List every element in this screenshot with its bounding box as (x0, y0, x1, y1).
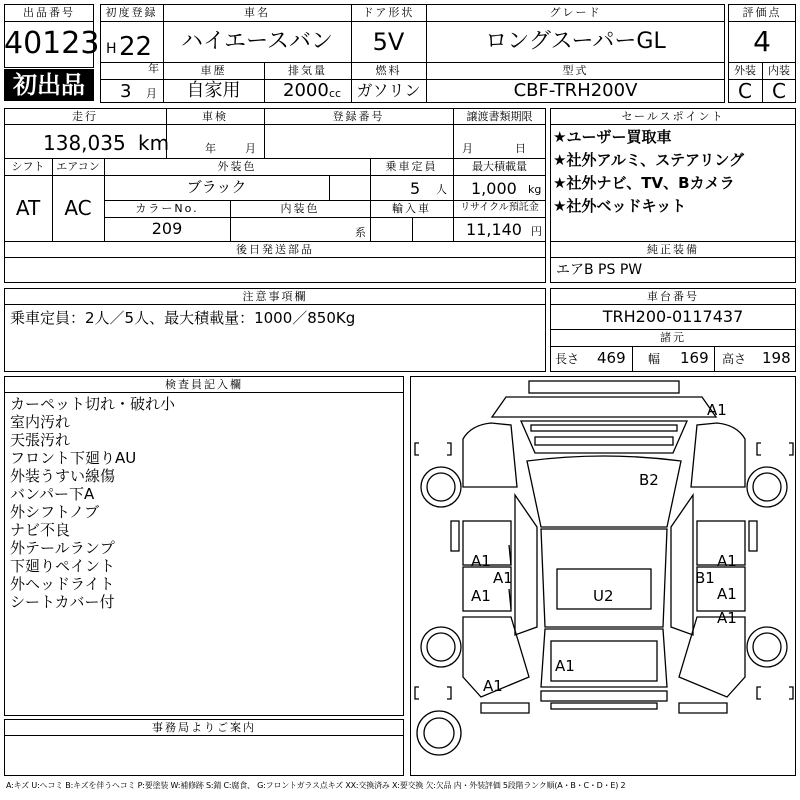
fuel: ガソリン (356, 81, 421, 100)
sales-point-item: ★ユーザー買取車 (553, 128, 672, 146)
length: 469 (597, 349, 626, 367)
model-code: CBF-TRH200V (513, 80, 638, 101)
first-registration-label: 初度登録 (105, 6, 158, 19)
model-code-label: 型式 (562, 64, 589, 77)
exterior-color-label: 外装色 (217, 160, 257, 173)
notes-text: 乗車定員：2人／5人、最大積載量：1000／850Kg (10, 309, 356, 327)
chassis-label: 車台番号 (647, 290, 699, 303)
damage-mark: A1 (555, 657, 575, 675)
history-label: 車歴 (200, 64, 227, 77)
inspector-line: カーペット切れ・破れ小 (10, 395, 176, 413)
damage-mark: A1 (717, 552, 737, 570)
inspector-line: 外ヘッドライト (10, 575, 115, 593)
exterior-grade: C (738, 79, 752, 103)
displacement: 2000 (283, 80, 329, 101)
grade-label: グレード (549, 6, 602, 19)
aircon-label: エアコン (56, 160, 100, 173)
transfer-month-unit: 月 (462, 142, 473, 155)
inspector-line: 外装うすい線傷 (10, 467, 116, 485)
fuel-label: 燃料 (375, 64, 402, 77)
lot-number: 40123 (4, 26, 100, 61)
dimensions-label: 諸元 (660, 331, 686, 344)
transfer-day-unit: 日 (515, 142, 526, 155)
damage-mark: A1 (483, 677, 503, 695)
sales-points-label: セールスポイント (621, 110, 725, 123)
equipment-label: 純正装備 (647, 243, 699, 256)
car-outline (411, 377, 797, 777)
inspection-year-unit: 年 (205, 142, 216, 155)
damage-mark: U2 (593, 587, 614, 605)
first-listing-badge: 初出品 (4, 69, 94, 101)
sales-point-item: ★社外ナビ、TV、Bカメラ (553, 174, 735, 192)
width-label: 幅 (648, 352, 661, 366)
notes-label: 注意事項欄 (242, 290, 308, 303)
width: 169 (680, 349, 709, 367)
exterior-label: 外装 (734, 64, 756, 77)
inspector-line: 外テールランプ (10, 539, 115, 557)
mileage: 138,035 (43, 131, 126, 155)
damage-mark: A1 (717, 585, 737, 603)
inspector-lines (10, 395, 175, 611)
inspector-line: ナビ不良 (10, 521, 71, 539)
capacity-label: 乗車定員 (385, 160, 438, 173)
registration-number-label: 登録番号 (332, 110, 385, 123)
displacement-unit: cc (329, 87, 342, 100)
inspector-line: 天張汚れ (10, 431, 71, 449)
exterior-color: ブラック (186, 178, 247, 196)
score-label: 評価点 (742, 6, 782, 19)
interior-grade: C (772, 79, 786, 103)
height-label: 高さ (722, 352, 747, 366)
door-type-label: ドア形状 (362, 6, 415, 19)
length-label: 長さ (555, 352, 580, 366)
displacement-label: 排気量 (288, 64, 327, 77)
sales-point-item: ★社外アルミ、ステアリング (553, 151, 745, 169)
inspector-label: 検査員記入欄 (165, 378, 243, 391)
interior-color-label: 内装色 (280, 202, 320, 215)
inspection-month-unit: 月 (245, 142, 256, 155)
legend-text: A:キズ U:ヘコミ B:キズを伴うヘコミ P:要塗装 W:補修跡 S:錆 C:腐食、 G:フロントガラス点キズ XX:交換済み X:要交換 欠:欠品 内・外装評価 5段階ランク順(A・B・C・D・E) 2 (6, 781, 626, 790)
lot-number-label: 出品番号 (23, 6, 75, 19)
interior-label: 内装 (768, 64, 790, 77)
capacity: 5 (410, 179, 421, 198)
registration-year: 22 (119, 32, 153, 62)
height: 198 (762, 349, 791, 367)
era-code: H (106, 41, 117, 57)
shift-label: シフト (11, 160, 45, 173)
office-notice-label: 事務局よりご案内 (152, 721, 256, 734)
damage-mark: B2 (639, 471, 659, 489)
damage-mark: A1 (493, 569, 513, 587)
inspector-line: 外シフトノブ (10, 503, 100, 521)
mileage-label: 走行 (72, 110, 98, 123)
damage-mark: B1 (695, 569, 715, 587)
damage-mark: A1 (471, 552, 491, 570)
chassis-number: TRH200-0117437 (602, 307, 744, 326)
max-load: 1,000 (471, 179, 517, 198)
history: 自家用 (186, 80, 241, 101)
inspector-line: 下廻りペイント (10, 557, 116, 575)
color-number: 209 (151, 219, 183, 238)
mileage-unit: km (138, 131, 170, 155)
car-name: ハイエースバン (180, 29, 334, 54)
inspector-line: バンパー下A (10, 485, 95, 503)
aircon: AC (64, 196, 92, 220)
shift: AT (15, 196, 41, 220)
color-number-label: カラーNo. (135, 202, 199, 215)
registration-month: 3 (120, 81, 132, 102)
door-type: 5V (372, 28, 405, 56)
year-unit: 年 (148, 62, 159, 75)
equipment-value: エアB PS PW (556, 262, 643, 278)
grade: ロングスーパーGL (485, 29, 666, 54)
sales-point-item: ★社外ベッドキット (553, 197, 687, 215)
damage-mark: A1 (471, 587, 491, 605)
capacity-unit: 人 (436, 183, 447, 196)
inspector-line: フロント下廻りAU (10, 449, 137, 467)
transfer-deadline-label: 譲渡書類期限 (466, 110, 533, 123)
damage-diagram (410, 376, 796, 776)
score: 4 (753, 25, 771, 58)
car-name-label: 車名 (244, 6, 270, 19)
recycle-fee-unit: 円 (531, 225, 542, 238)
later-parts-label: 後日発送部品 (236, 243, 314, 256)
recycle-fee-label: リサイクル預託金 (460, 202, 539, 213)
recycle-fee: 11,140 (466, 220, 522, 239)
interior-color-unit: 系 (355, 226, 366, 239)
max-load-label: 最大積載量 (472, 160, 527, 173)
import-label: 輸入車 (392, 202, 431, 215)
inspection-label: 車検 (202, 110, 228, 123)
damage-mark: A1 (707, 401, 727, 419)
max-load-unit: kg (528, 183, 542, 196)
inspector-line: シートカバー付 (10, 593, 115, 611)
inspector-line: 室内汚れ (10, 413, 71, 431)
month-unit: 月 (146, 87, 157, 100)
damage-mark: A1 (717, 609, 737, 627)
